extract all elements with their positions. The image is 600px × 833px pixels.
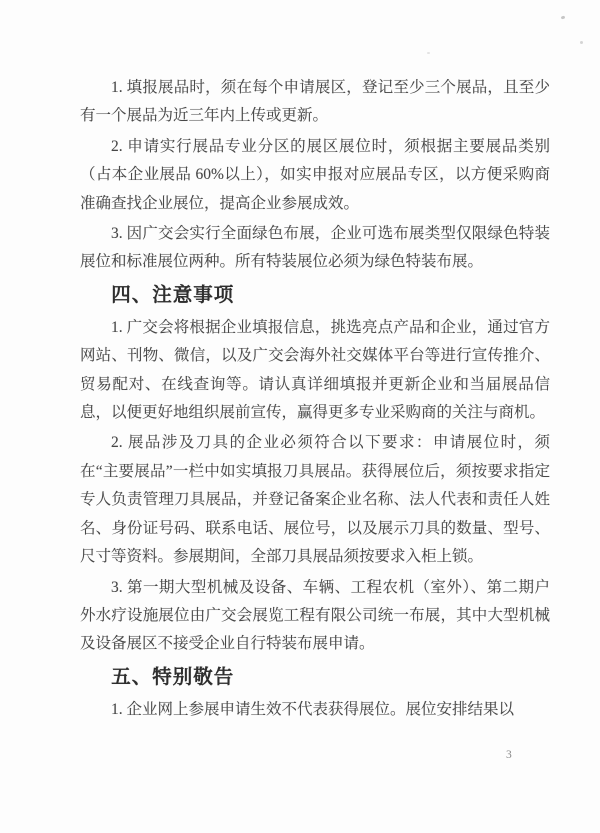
paragraph: 1. 广交会将根据企业填报信息，挑选亮点产品和企业，通过官方网站、刊物、微信，以及广交会海外社交媒体平台等进行宣传推介、贸易配对、在线查询等。请认真详细填报并更新企业和当届展品信息，以便更好地组织展前宣传，赢得更多专业采购商的关注与商机。: [80, 318, 550, 422]
scan-speck-icon: [561, 15, 566, 19]
paragraph: 1. 填报展品时，须在每个申请展区，登记至少三个展品，且至少有一个展品为近三年内上传或更新。: [80, 79, 550, 125]
page-number: 3: [506, 749, 512, 761]
document-body: [80, 74, 550, 726]
paragraph: 3. 第一期大型机械及设备、车辆、工程农机（室外）、第二期户外水疗设施展位由广交会展览工程有限公司统一布展，其中大型机械及设备展区不接受企业自行特装布展申请。: [80, 578, 550, 653]
scan-speck-icon: [580, 41, 583, 44]
paragraph: 2. 展品涉及刀具的企业必须符合以下要求：申请展位时，须在“主要展品”一栏中如实填报刀具展品。获得展位后，须按要求指定专人负责管理刀具展品，并登记备案企业名称、法人代表和责任人姓名、身份证号码、联系电话、展位号，以及展示刀具的数量、型号、尺寸等资料。参展期间，全部刀具展品须按要求入柜上锁。: [80, 434, 550, 566]
paragraph: 2. 申请实行展品专业分区的展区展位时，须根据主要展品类别（占本企业展品 60%以上），如实申报对应展品专区，以方便采购商准确查找企业展位，提高企业参展成效。: [80, 137, 550, 212]
section-heading: 四、注意事项: [111, 283, 235, 306]
section-heading: 五、特别敬告: [111, 665, 235, 688]
paragraph: 1. 企业网上参展申请生效不代表获得展位。展位安排结果以: [111, 700, 515, 718]
paragraph: 3. 因广交会实行全面绿色布展，企业可选布展类型仅限绿色特装展位和标准展位两种。所有特装展位必须为绿色特装布展。: [80, 225, 550, 271]
scan-speck-icon: [427, 52, 430, 54]
